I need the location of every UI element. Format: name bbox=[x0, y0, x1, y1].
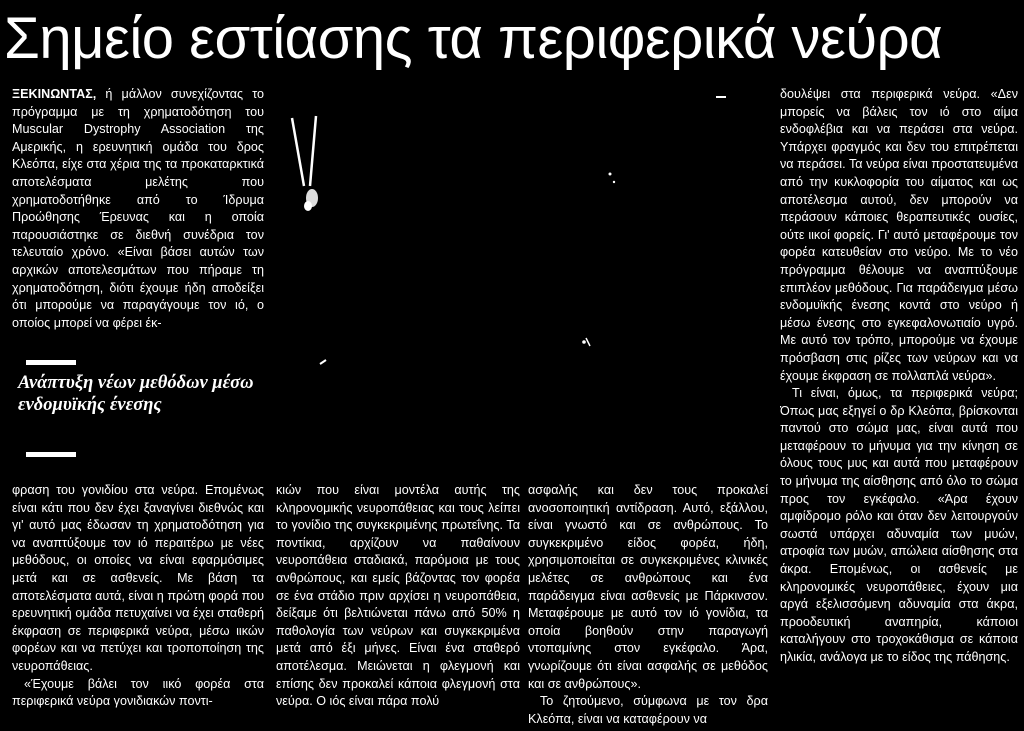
article-photo bbox=[274, 88, 764, 470]
subhead: Ανάπτυξη νέων μεθόδων μέσω ενδομυϊκής ένεσης bbox=[18, 373, 254, 415]
column-1-bottom-paragraph-2: «Έχουμε βάλει τον ιικό φορέα στα περιφερικά νεύρα γονιδιακών ποντι- bbox=[12, 676, 264, 709]
column-4-paragraph-2: Τι είναι, όμως, τα περιφερικά νεύρα; Όπως μας εξηγεί ο δρ Κλεόπα, βρίσκονται παντού στο σώμα μας, είναι αυτά που μεταφέρουν το μήνυμα για την κίνηση σε όλους τους μυς και αυτά που μεταφέρουν το μήνυμα της αίσθησης από όλο το σώμα προς τον εγκέφαλο. «Άρα έχουν αμφίδρομο ρόλο και όταν δεν λειτουργούν σωστά υπάρχει αδυναμία των μυών, ατροφία των μυών, απώλεια αίσθησης στα άκρα. Επομένως, οι ασθενείς με κληρονομικές νευροπάθειες, έχουν μια αργά εξελισσόμενη αδυναμία στα άκρα, προοδευτική αναπηρία, κάποιοι καταλήγουν στο τροχοκάθισμα σε κάποια ηλικία, ανάλογα με το είδος της πάθησης. bbox=[780, 386, 1018, 664]
column-3-bottom bbox=[528, 482, 768, 731]
column-3-bottom-paragraph-2: Το ζητούμενο, σύμφωνα με τον δρα Κλεόπα, είναι να καταφέρουν να bbox=[528, 694, 768, 726]
column-1-top bbox=[12, 86, 264, 350]
column-1-bottom-paragraph-1: φραση του γονιδίου στα νεύρα. Επομένως είναι κάτι που δεν έχει ξαναγίνει διεθνώς και γι' αυτό μας έδωσαν τη χρηματοδότηση για να αναπτύξουμε τον ιό περαιτέρω με νέες μεθόδους, οι οποίες να είναι εφαρμόσιμες μετά και σε ασθενείς. Με βάση τα αποτελέσματα αυτά, είναι η πρώτη φορά που ερευνητική ομάδα πετυχαίνει να έχει σταθερή έκφραση σε περιφερικά νεύρα, μέσω ιικών φορέων και να πετύχει και τροποποίηση της νευροπάθειας. bbox=[12, 483, 264, 673]
column-2-bottom-text: κιών που είναι μοντέλα αυτής της κληρονομικής νευροπάθειας και τους λείπει το γονίδιο της συγκεκριμένης πρωτεΐνης. Τα ποντίκια, αρχίζουν να παθαίνουν νευροπάθεια σταδιακά, παρόμοια με τους ανθρώπους, και εμείς βάζοντας τον φορέα σε ένα στάδιο πριν αρχίσει η νευροπάθεια, δείξαμε ότι βελτιώνεται πάνω από 50% η παθολογία των νεύρων και συγκεκριμένα μετά από έξι μήνες. Είναι ένα σταθερό αποτέλεσμα. Μειώνεται η φλεγμονή και επίσης δεν προκαλεί κάποια φλεγμονή στα νεύρα. Ο ιός είναι πάρα πολύ bbox=[276, 483, 520, 709]
column-1-top-text: ή μάλλον συνεχίζοντας το πρόγραμμα με τη χρηματοδότηση του Muscular Dystrophy Association της Αμερικής, η ερευνητική ομάδα του δρος Κλεόπα, είχε στα χέρια της τα προκαταρκτικά αποτελέσματα μελέτης που χρηματοδοτήθηκε από το Ίδρυμα Προώθησης Έρευνας και η οποία παρουσιάστηκε σε διεθνή συνέδρια τον τελευταίο χρόνο. «Είναι βάσει αυτών των αρχικών αποτελεσμάτων που πήραμε τη χρηματοδότηση, διότι έχουμε ήδη αποδείξει ότι μπορούμε να παραγάγουμε τον ιό, ο οποίος μπορεί να φέρει έκ- bbox=[12, 87, 264, 330]
lead-word: ΞΕΚΙΝΩΝΤΑΣ, bbox=[12, 87, 97, 101]
headline: Σημείο εστίασης τα περιφερικά νεύρα bbox=[4, 6, 943, 71]
subhead-top-rule bbox=[26, 360, 76, 365]
photo-graphic bbox=[274, 88, 764, 470]
column-4-paragraph-1: δουλέψει στα περιφερικά νεύρα. «Δεν μπορείς να βάλεις τον ιό στο αίμα ενδοφλέβια και να περάσει στα νεύρα. Υπάρχει φραγμός και δεν του επιτρέπεται να περάσει. Τα νεύρα είναι προστατευμένα από την κυκλοφορία του αίματος και ως αποτέλεσμα αυτού, δεν μπορούν να περάσουν κάποιες θεραπευτικές ουσίες, ούτε ιικοί φορείς. Γι' αυτό μεταφέρουμε τον φορέα κατευθείαν στο νεύρο. Με το νέο πρόγραμμα θέλουμε να αναπτύξουμε επιπλέον μεθόδους. Για παράδειγμα μέσω ενδομυϊκής ένεσης κοντά στο νεύρο ή μέσω ένεσης στο εγκεφαλονωτιαίο υγρό. Με αυτό τον τρόπο, μπορούμε να έχουμε πρόσβαση στις ρίζες των νεύρων και να έχουμε έκφραση σε πολλαπλά νεύρα». bbox=[780, 87, 1018, 383]
column-1-bottom bbox=[12, 482, 264, 731]
column-4 bbox=[780, 86, 1018, 731]
subhead-bottom-rule bbox=[26, 452, 76, 457]
column-2-bottom bbox=[276, 482, 520, 731]
column-3-bottom-paragraph-1: ασφαλής και δεν τους προκαλεί ανοσοποιητική αντίδραση. Αυτό, εξάλλου, είναι γνωστό και σε ανθρώπους. Το συγκεκριμένο είδος φορέα, ήδη, χρησιμοποιείται σε συγκεκριμένες κλινικές μελέτες σε ανθρώπους και ένα παράδειγμα είναι ασθενείς με Πάρκινσον. Μεταφέρουμε με αυτό τον ιό γονίδια, τα οποία βοηθούν στην παραγωγή ντοπαμίνης στον εγκέφαλο. Άρα, γνωρίζουμε ότι είναι ασφαλής σε μεθόδος και σε ανθρώπους». bbox=[528, 483, 768, 691]
